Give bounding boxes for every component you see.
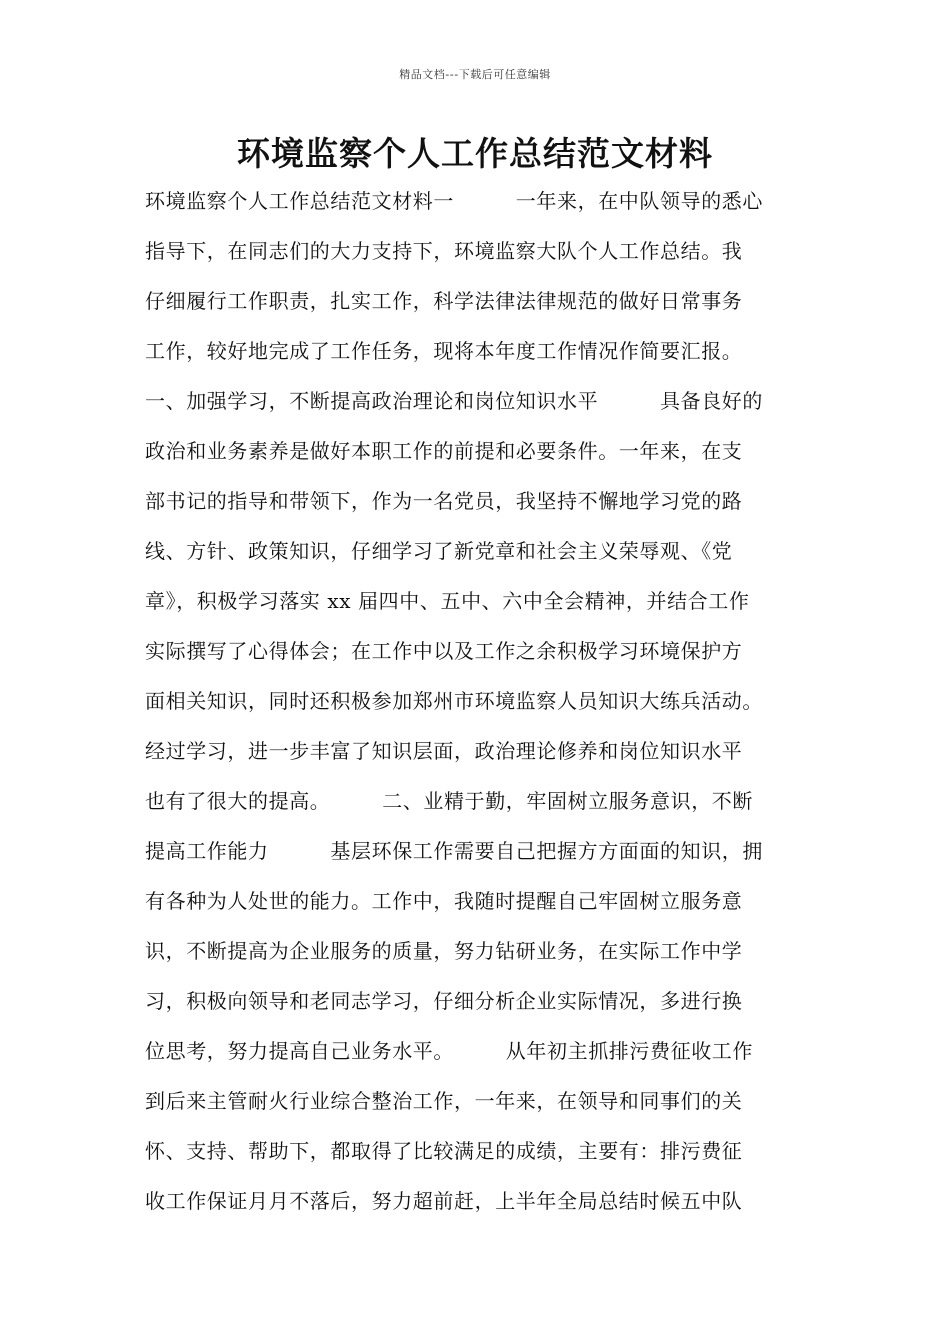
body-line: 到后来主管耐火行业综合整治工作，一年来，在领导和同事们的关 — [145, 1089, 743, 1113]
body-line: 提高工作能力 基层环保工作需要自己把握方方面面的知识，拥 — [145, 839, 763, 863]
body-line: 一、加强学习，不断提高政治理论和岗位知识水平 具备良好的 — [145, 389, 763, 413]
body-line: 实际撰写了心得体会；在工作中以及工作之余积极学习环境保护方 — [145, 639, 743, 663]
body-line: 习，积极向领导和老同志学习，仔细分析企业实际情况，多进行换 — [145, 989, 743, 1013]
body-line: 线、方针、政策知识，仔细学习了新党章和社会主义荣辱观、《党 — [145, 539, 733, 563]
body-line: 收工作保证月月不落后，努力超前赶，上半年全局总结时候五中队 — [145, 1189, 743, 1213]
document-title: 环境监察个人工作总结范文材料 — [237, 134, 713, 173]
body-line: 面相关知识，同时还积极参加郑州市环境监察人员知识大练兵活动。 — [145, 689, 763, 713]
body-line: 也有了很大的提高。 二、业精于勤，牢固树立服务意识，不断 — [145, 789, 753, 813]
body-line: 部书记的指导和带领下，作为一名党员，我坚持不懈地学习党的路 — [145, 489, 743, 513]
body-line: 工作，较好地完成了工作任务，现将本年度工作情况作简要汇报。 — [145, 339, 743, 363]
body-line: 识，不断提高为企业服务的质量，努力钻研业务，在实际工作中学 — [145, 939, 743, 963]
body-line: 怀、支持、帮助下，都取得了比较满足的成绩，主要有：排污费征 — [145, 1139, 743, 1163]
body-line: 仔细履行工作职责，扎实工作，科学法律法律规范的做好日常事务 — [145, 289, 743, 313]
body-line: 有各种为人处世的能力。工作中，我随时提醒自己牢固树立服务意 — [145, 889, 743, 913]
body-line: 章》，积极学习落实 xx 届四中、五中、六中全会精神，并结合工作 — [145, 589, 750, 613]
header-note: 精品文档---下载后可任意编辑 — [399, 68, 551, 81]
body-line: 经过学习，进一步丰富了知识层面，政治理论修养和岗位知识水平 — [145, 739, 743, 763]
document-body — [145, 176, 825, 1226]
body-line: 环境监察个人工作总结范文材料一 一年来，在中队领导的悉心 — [145, 189, 763, 213]
body-line: 位思考，努力提高自己业务水平。 从年初主抓排污费征收工作 — [145, 1039, 753, 1063]
body-line: 政治和业务素养是做好本职工作的前提和必要条件。一年来，在支 — [145, 439, 743, 463]
body-line: 指导下，在同志们的大力支持下，环境监察大队个人工作总结。我 — [145, 239, 743, 263]
